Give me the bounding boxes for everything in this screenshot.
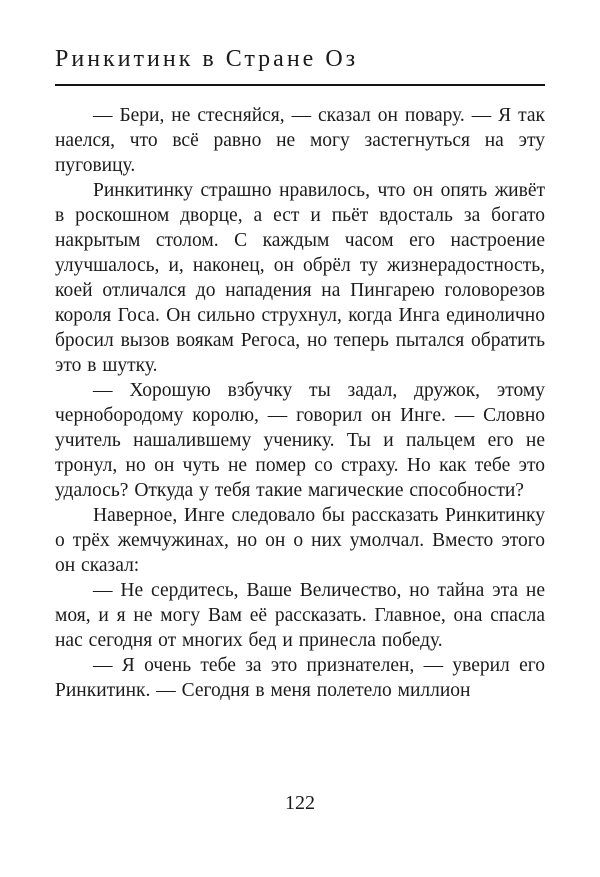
paragraph: — Хорошую взбучку ты задал, дружок, этому чернобородому королю, — говорил он Инге. — Словно учитель нашалившему ученику. Ты и пальцем его не тронул, но он чуть не помер со страху. Но как тебе это удалось? Откуда у тебя такие магические способности? (55, 380, 545, 501)
page-body (55, 103, 545, 703)
page-number: 122 (285, 792, 315, 814)
page-header (55, 44, 545, 86)
paragraph: Ринкитинку страшно нравилось, что он опять живёт в роскошном дворце, а ест и пьёт вдосталь за богато накрытым столом. С каждым часом его настроение улучшалось, и, наконец, он обрёл ту жизнерадостность, коей отличался до нападения на Пингарею головорезов короля Госа. Он сильно струхнул, когда Инга единолично бросил вызов воякам Регоса, но теперь пытался обратить это в шутку. (55, 180, 545, 376)
paragraph: — Не сердитесь, Ваше Величество, но тайна эта не моя, и я не могу Вам её рассказать. Главное, она спасла нас сегодня от многих бед и принесла победу. (55, 580, 545, 651)
paragraph: Наверное, Инге следовало бы рассказать Ринкитинку о трёх жемчужинах, но он о них умолчал. Вместо этого он сказал: (55, 505, 545, 576)
page-footer (0, 792, 600, 815)
paragraph: — Бери, не стесняйся, — сказал он повару. — Я так наелся, что всё равно не могу застегнуться на эту пуговицу. (55, 105, 545, 176)
header-rule (55, 84, 545, 86)
running-title: Ринкитинк в Стране Оз (55, 46, 359, 72)
paragraph: — Я очень тебе за это признателен, — уверил его Ринкитинк. — Сегодня в меня полетело миллион (55, 655, 545, 701)
